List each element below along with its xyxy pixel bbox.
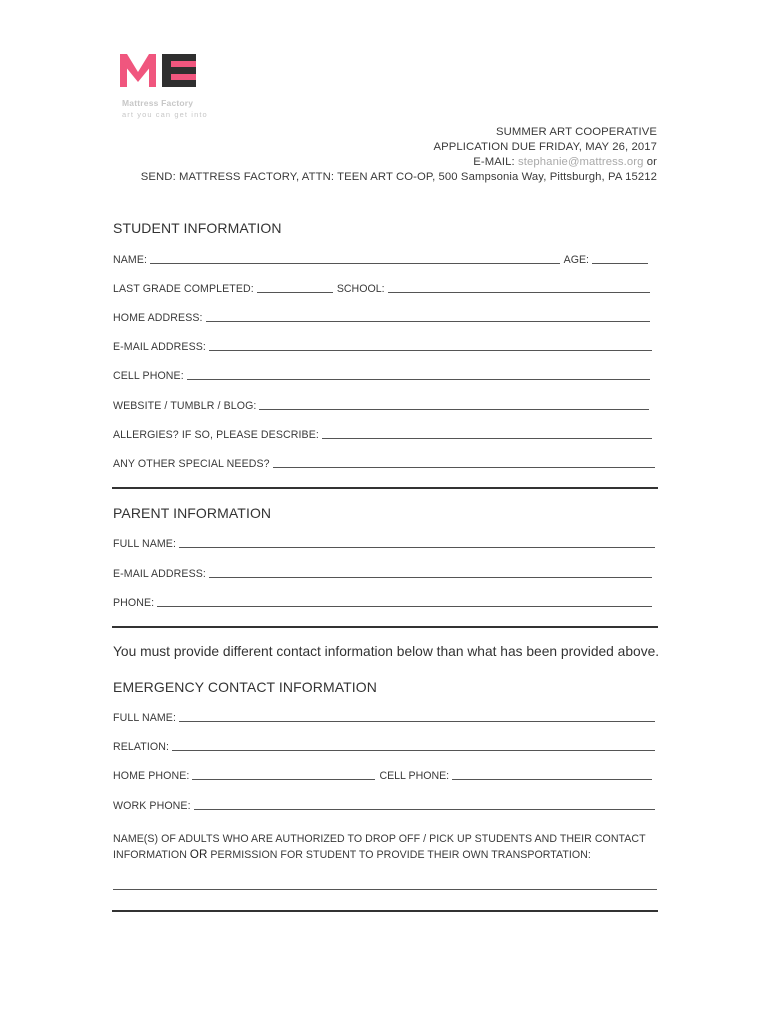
header-program-title: SUMMER ART COOPERATIVE xyxy=(495,126,657,138)
contact-notice: You must provide different contact information below than what has been provided above. xyxy=(113,644,660,659)
student-cell-field[interactable] xyxy=(187,379,650,380)
relation-label: RELATION: xyxy=(113,741,170,753)
special-needs-label: ANY OTHER SPECIAL NEEDS? xyxy=(113,458,270,470)
student-email-field[interactable] xyxy=(209,350,652,351)
work-phone-field[interactable] xyxy=(194,809,655,810)
school-label: SCHOOL: xyxy=(336,283,385,295)
work-phone-row xyxy=(113,798,655,812)
emergency-name-field[interactable] xyxy=(179,721,655,722)
authorized-or: OR xyxy=(189,848,208,861)
parent-phone-label: PHONE: xyxy=(113,597,155,609)
parent-name-label: FULL NAME: xyxy=(113,538,177,550)
student-name-row xyxy=(113,252,648,266)
emergency-name-label: FULL NAME: xyxy=(113,712,177,724)
logo-tagline: art you can get into xyxy=(122,110,208,119)
home-address-row xyxy=(113,310,650,324)
student-email-row xyxy=(113,339,652,353)
emergency-name-row xyxy=(113,710,655,724)
header-email-link[interactable]: stephanie@mattress.org xyxy=(518,156,644,168)
parent-name-field[interactable] xyxy=(179,547,655,548)
home-address-label: HOME ADDRESS: xyxy=(113,312,203,324)
relation-row xyxy=(113,739,655,753)
home-phone-label: HOME PHONE: xyxy=(113,770,190,782)
logo-e-mark xyxy=(162,54,196,87)
emergency-cell-label: CELL PHONE: xyxy=(379,770,450,782)
parent-name-row xyxy=(113,536,655,550)
last-grade-field[interactable] xyxy=(257,292,333,293)
section-divider xyxy=(112,626,658,628)
emergency-section-title: EMERGENCY CONTACT INFORMATION xyxy=(113,679,377,695)
parent-email-field[interactable] xyxy=(209,577,652,578)
allergies-row xyxy=(113,427,652,441)
logo-name: Mattress Factory xyxy=(122,98,194,108)
student-name-field[interactable] xyxy=(150,263,560,264)
website-label: WEBSITE / TUMBLR / BLOG: xyxy=(113,400,257,412)
work-phone-label: WORK PHONE: xyxy=(113,800,191,812)
last-grade-label: LAST GRADE COMPLETED: xyxy=(113,283,254,295)
parent-phone-row xyxy=(113,595,652,609)
parent-phone-field[interactable] xyxy=(157,606,652,607)
authorized-adults-prompt xyxy=(113,832,658,863)
emergency-cell-field[interactable] xyxy=(452,779,652,780)
authorized-text-part1: NAME(S) OF ADULTS WHO ARE AUTHORIZED TO DROP OFF / PICK UP STUDENTS AND THEIR CONTACT INFORMATION xyxy=(113,833,646,861)
header-send-address: SEND: MATTRESS FACTORY, ATTN: TEEN ART CO-OP, 500 Sampsonia Way, Pittsburgh, PA 15212 xyxy=(140,171,657,183)
parent-section-title: PARENT INFORMATION xyxy=(113,505,272,521)
student-cell-label: CELL PHONE: xyxy=(113,370,184,382)
header-due-date: APPLICATION DUE FRIDAY, MAY 26, 2017 xyxy=(433,141,657,153)
student-cell-row xyxy=(113,368,650,382)
relation-field[interactable] xyxy=(172,750,655,751)
header-email-line xyxy=(473,156,657,168)
special-needs-field[interactable] xyxy=(273,467,655,468)
home-phone-field[interactable] xyxy=(192,779,375,780)
school-field[interactable] xyxy=(388,292,650,293)
student-name-label: NAME: xyxy=(113,254,148,266)
emergency-phones-row xyxy=(113,768,652,782)
authorized-text-part2: PERMISSION FOR STUDENT TO PROVIDE THEIR OWN TRANSPORTATION: xyxy=(210,849,591,861)
home-address-field[interactable] xyxy=(206,321,650,322)
allergies-label: ALLERGIES? IF SO, PLEASE DESCRIBE: xyxy=(113,429,319,441)
parent-email-label: E-MAIL ADDRESS: xyxy=(113,568,206,580)
website-row xyxy=(113,398,649,412)
authorized-adults-field[interactable] xyxy=(113,889,657,890)
parent-email-row xyxy=(113,566,652,580)
allergies-field[interactable] xyxy=(322,438,652,439)
section-divider xyxy=(112,910,658,912)
header-email-suffix: or xyxy=(646,156,657,168)
section-divider xyxy=(112,487,658,489)
student-age-field[interactable] xyxy=(592,263,648,264)
student-email-label: E-MAIL ADDRESS: xyxy=(113,341,206,353)
logo-m-mark xyxy=(120,54,156,87)
website-field[interactable] xyxy=(259,409,649,410)
student-age-label: AGE: xyxy=(563,254,589,266)
special-needs-row xyxy=(113,456,655,470)
student-section-title: STUDENT INFORMATION xyxy=(113,220,282,236)
student-grade-school-row xyxy=(113,281,650,295)
header-email-label: E-MAIL: xyxy=(473,156,515,168)
